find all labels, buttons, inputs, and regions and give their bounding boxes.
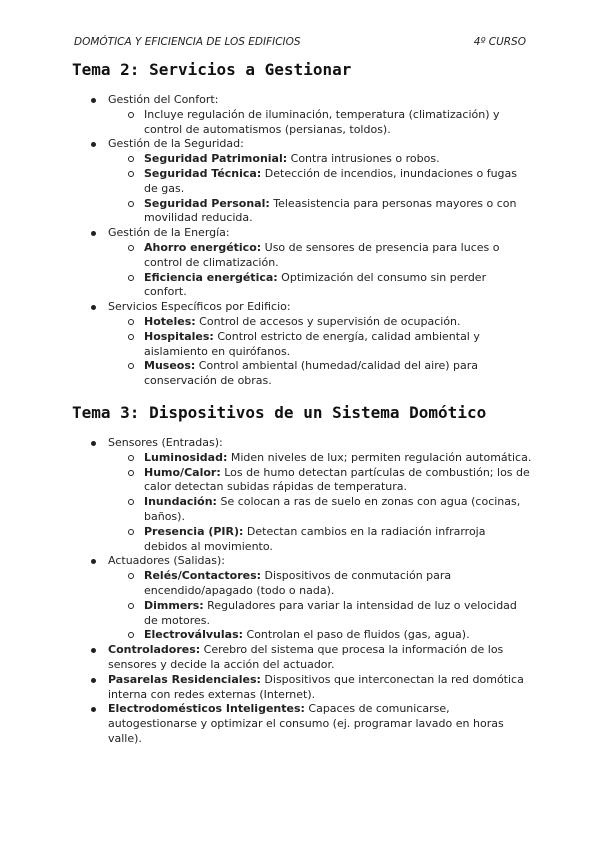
item-text: Se colocan a ras de suelo en zonas con agua (cocinas, baños). [144, 495, 521, 523]
sub-list-item [108, 495, 532, 525]
sub-list-item [108, 359, 532, 389]
item-label: Servicios Específicos por Edificio: [108, 300, 291, 314]
sub-list-item [108, 569, 532, 599]
sub-list [108, 315, 532, 389]
list-item [72, 226, 532, 300]
list-item [72, 702, 532, 746]
item-text: Los de humo detectan partículas de combustión; los de calor detectan subidas rápidas de temperatura. [144, 465, 530, 494]
sub-list [108, 241, 532, 300]
sub-list-item [108, 628, 532, 643]
item-label: Controladores: [108, 643, 201, 657]
item-term: Humo/Calor: [144, 465, 221, 479]
list-item [72, 554, 532, 643]
sub-list-item [108, 271, 532, 301]
sub-list-item [108, 330, 532, 360]
item-text: Uso de sensores de presencia para luces o control de climatización. [144, 240, 500, 269]
header-course-year: 4º CURSO [473, 36, 526, 48]
item-text: Optimización del consumo sin perder confort. [144, 270, 487, 299]
item-term: Presencia (PIR): [144, 524, 244, 538]
item-label: Pasarelas Residenciales: [108, 672, 261, 686]
item-term: Luminosidad: [144, 450, 228, 464]
list-item [72, 137, 532, 226]
section-list-tema-2 [72, 93, 532, 389]
item-text: Control ambiental (humedad/calidad del aire) para conservación de obras. [144, 359, 479, 388]
item-text: Control de accesos y supervisión de ocupación. [195, 314, 461, 328]
sub-list [108, 451, 532, 555]
item-text: Contra intrusiones o robos. [287, 152, 440, 166]
sub-list-item [108, 315, 532, 330]
item-text: Detección de incendios, inundaciones o fugas de gas. [144, 166, 518, 195]
item-text: Incluye regulación de iluminación, temperatura (climatización) y control de automatismos (persianas, toldos). [144, 107, 500, 136]
item-text: Reguladores para variar la intensidad de luz o velocidad de motores. [144, 598, 517, 627]
item-label: Actuadores (Salidas): [108, 554, 225, 568]
item-text: Capaces de comunicarse, autogestionarse y optimizar el consumo (ej. programar lavado en horas valle). [108, 702, 504, 745]
item-term: Ahorro energético: [144, 240, 262, 254]
item-term: Dimmers: [144, 598, 204, 612]
item-term: Seguridad Técnica: [144, 166, 262, 180]
item-label: Gestión del Confort: [108, 93, 219, 106]
item-label: Electrodomésticos Inteligentes: [108, 702, 305, 716]
section-title-tema-3: Tema 3: Dispositivos de un Sistema Domótico [72, 403, 487, 422]
item-label: Gestión de la Seguridad: [108, 137, 244, 151]
item-text: Control estricto de energía, calidad ambiental y aislamiento en quirófanos. [144, 329, 480, 358]
sub-list-item [108, 466, 532, 496]
item-label: Gestión de la Energía: [108, 226, 230, 240]
item-text: Dispositivos que interconectan la red domótica interna con redes externas (Internet). [108, 672, 524, 701]
sub-list [108, 152, 532, 226]
section-title-tema-2: Tema 2: Servicios a Gestionar [72, 60, 352, 79]
list-item [72, 300, 532, 389]
item-text: Miden niveles de lux; permiten regulación automática. [227, 450, 532, 464]
header-course-title: DOMÓTICA Y EFICIENCIA DE LOS EDIFICIOS [74, 36, 301, 48]
item-text: Controlan el paso de fluidos (gas, agua). [243, 628, 470, 642]
item-term: Inundación: [144, 495, 217, 509]
sub-list-item [108, 451, 532, 466]
sub-list-item [108, 525, 532, 555]
list-item [72, 673, 532, 703]
sub-list-item [108, 167, 532, 197]
item-text: Teleasistencia para personas mayores o con movilidad reducida. [144, 196, 517, 225]
sub-list-item [108, 197, 532, 227]
item-term: Hospitales: [144, 329, 214, 343]
item-term: Seguridad Patrimonial: [144, 152, 288, 166]
item-label: Sensores (Entradas): [108, 436, 223, 449]
item-term: Electroválvulas: [144, 628, 244, 642]
sub-list-item [108, 152, 532, 167]
item-text: Cerebro del sistema que procesa la información de los sensores y decide la acción del actuador. [108, 643, 504, 671]
list-item [72, 643, 532, 673]
sub-list-item [108, 108, 532, 138]
sub-list [108, 108, 532, 138]
section-list-tema-3 [72, 436, 532, 747]
page-header [74, 36, 526, 48]
list-item [72, 436, 532, 554]
item-text: Dispositivos de conmutación para encendido/apagado (todo o nada). [144, 569, 452, 597]
item-text: Detectan cambios en la radiación infrarroja debidos al movimiento. [144, 524, 486, 553]
item-term: Relés/Contactores: [144, 569, 262, 583]
item-term: Seguridad Personal: [144, 196, 270, 210]
item-term: Hoteles: [144, 314, 196, 328]
item-term: Museos: [144, 359, 196, 373]
sub-list-item [108, 241, 532, 271]
sub-list-item [108, 599, 532, 629]
list-item [72, 93, 532, 137]
item-term: Eficiencia energética: [144, 270, 278, 284]
sub-list [108, 569, 532, 643]
